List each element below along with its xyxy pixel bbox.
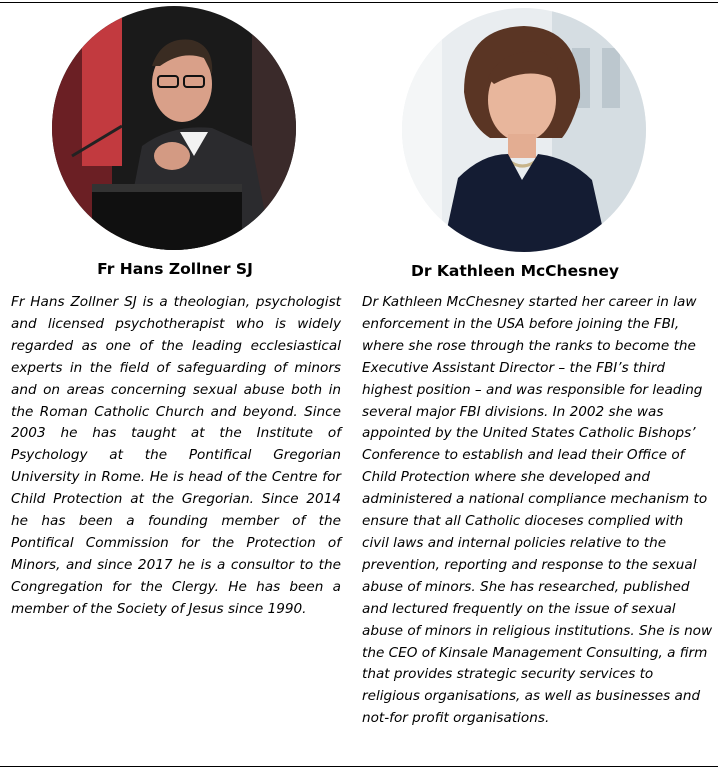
portrait-photo-icon: [52, 6, 296, 250]
profile-name: Dr Kathleen McChesney: [410, 262, 619, 280]
bottom-divider: [0, 766, 718, 767]
profile-name: Fr Hans Zollner SJ: [97, 260, 253, 278]
profile-bio: Dr Kathleen McChesney started her career in law enforcement in the USA before joining the FBI, where she rose through the ranks to become the Executive Assistant Director – the FBI’s third highest position – and was responsible for leading several major FBI divisions. In 2002 she was appointed by the United States Catholic Bishops’ Conference to establish and lead their Office of Child Protection where she developed and administered a national compliance mechanism to ensure that all Catholic dioceses complied with civil laws and internal policies relative to the prevention, reporting and response to the sexual abuse of minors. She has researched, published and lectured frequently on the issue of sexual abuse of minors in religious institutions. She is now the CEO of Kinsale Management Consulting, a firm that provides strategic security services to religious organisations, as well as businesses and not-for profit organisations.: [362, 294, 713, 727]
top-divider: [0, 2, 718, 3]
portrait-photo-icon: [402, 8, 646, 252]
profile-bio: Fr Hans Zollner SJ is a theologian, psychologist and licensed psychotherapist who is widely regarded as one of the leading ecclesiastical experts in the field of safeguarding of minors and on areas concerning sexual abuse both in the Roman Catholic Church and beyond. Since 2003 he has taught at the Institute of Psychology at the Pontifical Gregorian University in Rome. He is head of the Centre for Child Protection at the Gregorian. Since 2014 he has been a founding member of the Pontifical Commission for the Protection of Minors, and since 2017 he is a consultor to the Congregation for the Clergy. He has been a member of the Society of Jesus since 1990.: [11, 294, 341, 617]
